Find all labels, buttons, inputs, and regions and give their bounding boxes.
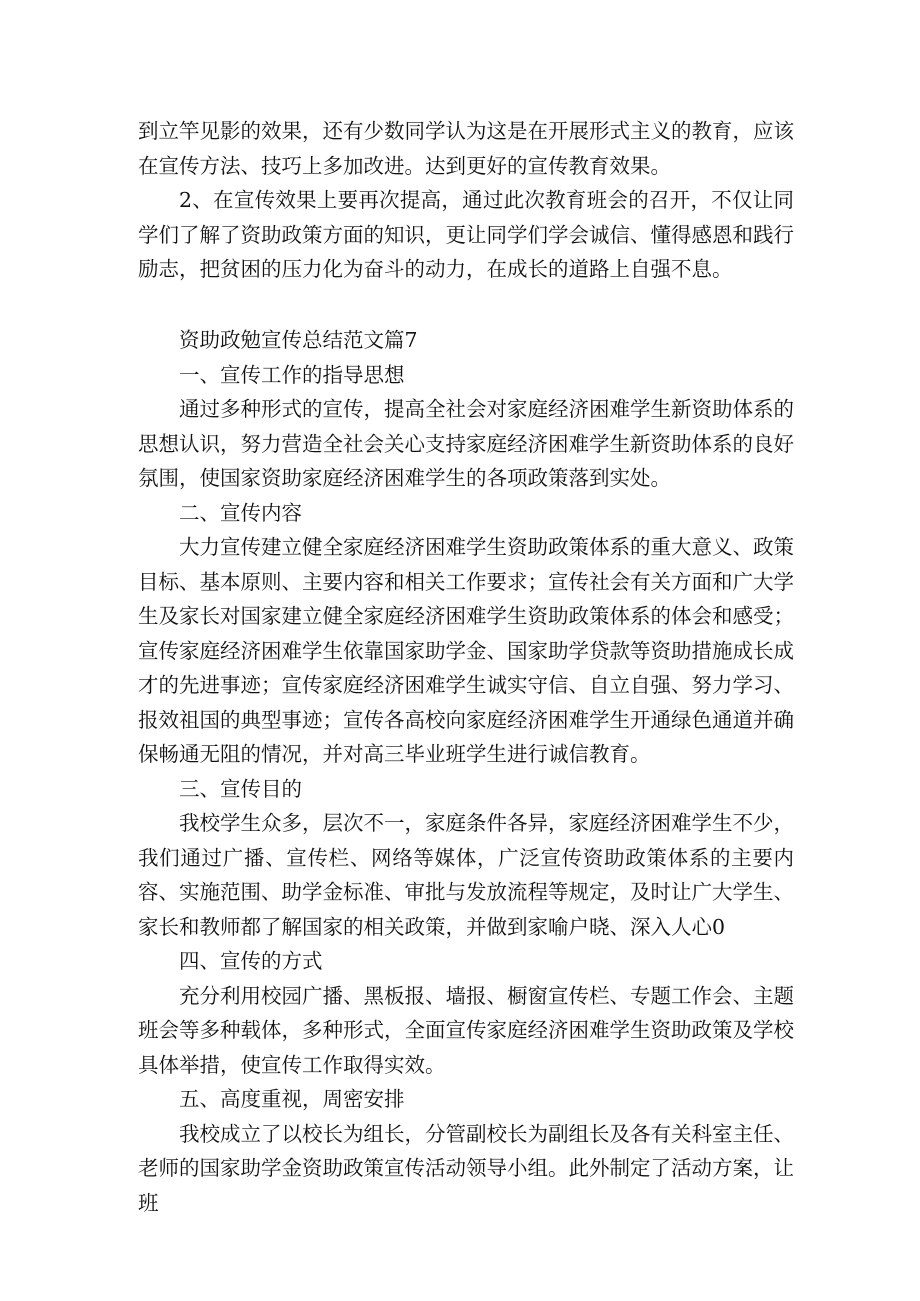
body-guiding-ideology: 通过多种形式的宣传，提高全社会对家庭经济困难学生新资助体系的思想认识，努力营造全社会关心支持家庭经济困难学生新资助体系的良好氛围，使国家资助家庭经济困难学生的各项政策落到实处。 (138, 397, 794, 490)
heading-guiding-ideology: 一、宣传工作的指导思想 (179, 362, 405, 387)
body-methods: 充分利用校园广播、黑板报、墙报、橱窗宣传栏、专题工作会、主题班会等多种载体，多种形式，全面宣传家庭经济困难学生资助政策及学校具体举措，使宣传工作取得实效。 (138, 983, 794, 1077)
article-section (138, 323, 794, 1220)
paragraph-continuation: 到立竿见影的效果，还有少数同学认为这是在开展形式主义的教育，应该在宣传方法、技巧上多加改进。达到更好的宣传教育效果。 (138, 119, 794, 178)
heading-arrangement: 五、高度重视，周密安排 (179, 1087, 405, 1111)
top-paragraphs (138, 114, 794, 287)
body-purpose: 我校学生众多，层次不一，家庭条件各异，家庭经济困难学生不少，我们通过广播、宣传栏、网络等媒体，广泛宣传资助政策体系的主要内容、实施范围、助学金标准、审批与发放流程等规定，及时让广大学生、家长和教师都了解国家的相关政策，并做到家喻户晓、深入人心0 (138, 811, 794, 939)
heading-content: 二、宣传内容 (179, 500, 302, 525)
body-arrangement: 我校成立了以校长为组长，分管副校长为副组长及各有关科室主任、老师的国家助学金资助政策宣传活动领导小组。此外制定了活动方案，让班 (138, 1121, 794, 1215)
section-title: 资助政勉宣传总结范文篇7 (179, 328, 418, 352)
body-content: 大力宣传建立健全家庭经济困难学生资助政策体系的重大意义、政策目标、基本原则、主要内容和相关工作要求；宣传社会有关方面和广大学生及家长对国家建立健全家庭经济困难学生资助政策体系的体会和感受；宣传家庭经济困难学生依靠国家助学金、国家助学贷款等资助措施成长成才的先进事迹；宣传家庭经济困难学生诚实守信、自立自强、努力学习、报效祖国的典型事迹；宣传各高校向家庭经济困难学生开通绿色通道并确保畅通无阻的情况，并对高三毕业班学生进行诚信教育。 (138, 535, 794, 766)
heading-methods: 四、宣传的方式 (179, 949, 323, 973)
paragraph-point-2: 2、在宣传效果上要再次提高，通过此次教育班会的召开，不仅让同学们了解了资助政策方面的知识，更让同学们学会诚信、懂得感恩和践行励志，把贫困的压力化为奋斗的动力，在成长的道路上自强不息。 (138, 188, 794, 281)
heading-purpose: 三、宣传目的 (179, 776, 302, 801)
